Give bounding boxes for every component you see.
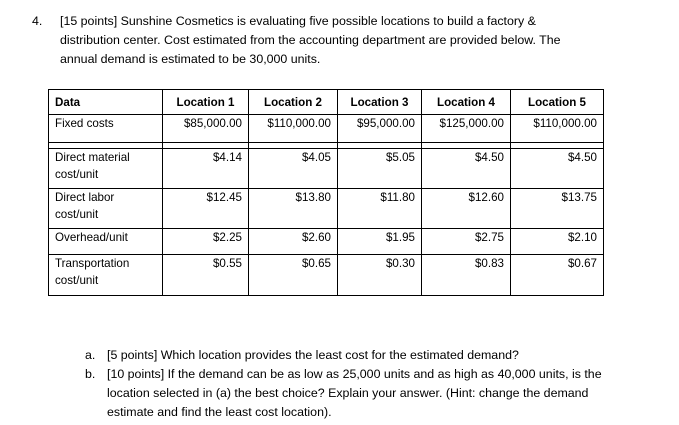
row-label-line: cost/unit xyxy=(55,168,99,181)
cell-value: $13.75 xyxy=(511,189,604,229)
subquestion-line: [10 points] If the demand can be as low as 25,000 units and as high as 40,000 units, is the xyxy=(107,367,602,381)
cell-value: $0.65 xyxy=(249,255,338,296)
table-row-transportation xyxy=(49,255,604,296)
row-label xyxy=(49,189,163,229)
cell-value: $110,000.00 xyxy=(511,115,604,143)
cell-value: $12.45 xyxy=(163,189,249,229)
cell-value: $0.83 xyxy=(422,255,511,296)
table-row-direct-material xyxy=(49,149,604,189)
cost-table xyxy=(48,89,604,296)
cell-value: $2.60 xyxy=(249,229,338,255)
header-location-1: Location 1 xyxy=(163,90,249,115)
header-location-2: Location 2 xyxy=(249,90,338,115)
subquestion-line: [5 points] Which location provides the least cost for the estimated demand? xyxy=(107,348,519,362)
row-label-line: Direct labor xyxy=(55,191,115,204)
row-label-line: Direct material xyxy=(55,151,130,164)
row-label-line: cost/unit xyxy=(55,208,99,221)
cell-value: $5.05 xyxy=(338,149,422,189)
subquestion-a xyxy=(85,346,665,365)
cell-value: $85,000.00 xyxy=(163,115,249,143)
table-row-direct-labor xyxy=(49,189,604,229)
cell-value: $95,000.00 xyxy=(338,115,422,143)
row-label-line: Transportation xyxy=(55,257,130,270)
subquestion-line: estimate and find the least cost location). xyxy=(107,405,332,419)
cell-value: $0.55 xyxy=(163,255,249,296)
table-row-fixed-costs xyxy=(49,115,604,143)
cell-value: $0.67 xyxy=(511,255,604,296)
cell-value: $0.30 xyxy=(338,255,422,296)
cell-value: $4.50 xyxy=(511,149,604,189)
row-label xyxy=(49,149,163,189)
header-location-5: Location 5 xyxy=(511,90,604,115)
cell-value: $1.95 xyxy=(338,229,422,255)
row-label xyxy=(49,255,163,296)
table-row-overhead xyxy=(49,229,604,255)
header-location-3: Location 3 xyxy=(338,90,422,115)
cell-value: $4.50 xyxy=(422,149,511,189)
question-line: [15 points] Sunshine Cosmetics is evaluating five possible locations to build a factory & xyxy=(60,14,536,28)
cell-value: $12.60 xyxy=(422,189,511,229)
cell-value: $2.25 xyxy=(163,229,249,255)
cell-value: $110,000.00 xyxy=(249,115,338,143)
subquestion-marker: a. xyxy=(85,348,96,362)
question-block xyxy=(32,12,652,69)
header-data: Data xyxy=(49,90,163,115)
subquestion-b xyxy=(85,365,665,422)
header-location-4: Location 4 xyxy=(422,90,511,115)
cell-value: $2.10 xyxy=(511,229,604,255)
cell-value: $2.75 xyxy=(422,229,511,255)
row-label: Fixed costs xyxy=(49,115,163,143)
row-label: Overhead/unit xyxy=(49,229,163,255)
cell-value: $4.05 xyxy=(249,149,338,189)
cell-value: $4.14 xyxy=(163,149,249,189)
question-text xyxy=(60,12,652,69)
cell-value: $125,000.00 xyxy=(422,115,511,143)
subquestion-line: location selected in (a) the best choice? Explain your answer. (Hint: change the demand xyxy=(107,386,589,400)
question-line: distribution center. Cost estimated from the accounting department are provided below. The xyxy=(60,33,561,47)
table-header-row xyxy=(49,90,604,115)
subquestion-marker: b. xyxy=(85,367,96,381)
question-number: 4. xyxy=(32,14,43,28)
question-line: annual demand is estimated to be 30,000 units. xyxy=(60,52,321,66)
row-label-line: cost/unit xyxy=(55,274,99,287)
cell-value: $13.80 xyxy=(249,189,338,229)
cell-value: $11.80 xyxy=(338,189,422,229)
subquestions xyxy=(85,346,665,422)
